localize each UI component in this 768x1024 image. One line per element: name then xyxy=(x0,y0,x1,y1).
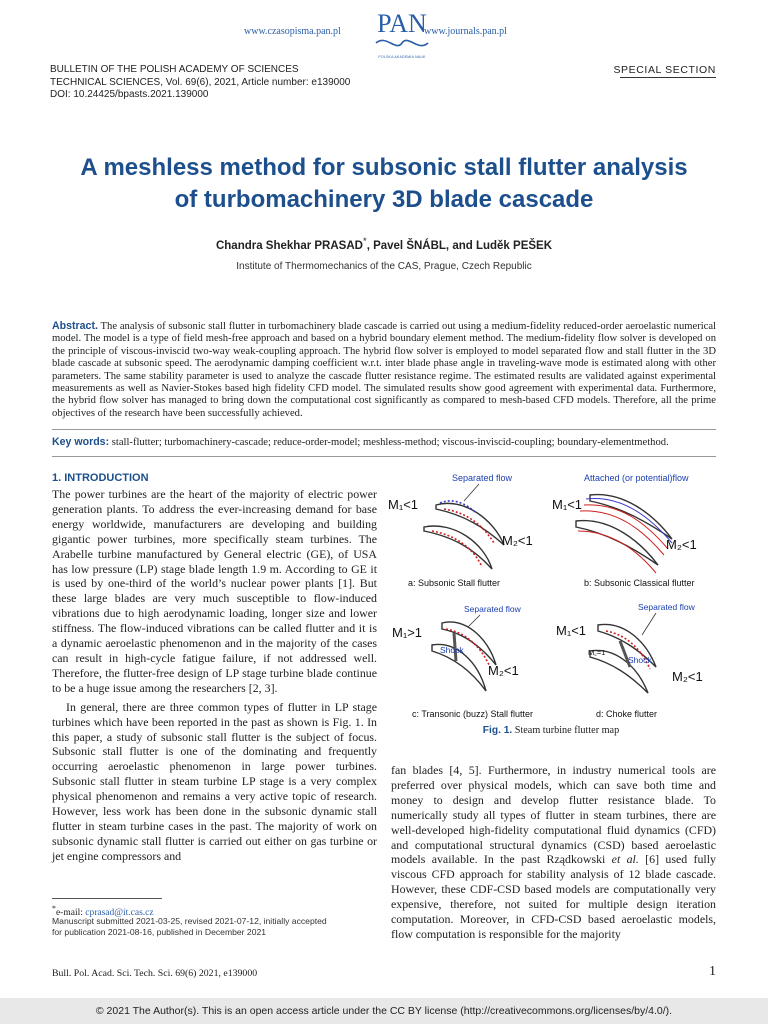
panel-a-m2-label: M₂<1 xyxy=(502,533,533,548)
footnote-email-link[interactable]: cprasad@it.cas.cz xyxy=(85,908,154,919)
paper-title-line2: of turbomachinery 3D blade cascade xyxy=(174,186,594,213)
manuscript-dates xyxy=(52,916,327,938)
panel-d-shock-label: Shock xyxy=(628,655,652,665)
footnote-email-label: e-mail: xyxy=(55,908,86,919)
pan-logo-swirl-icon xyxy=(372,36,432,50)
panel-a-m1-label: M₁<1 xyxy=(388,497,419,512)
author-1-mark: * xyxy=(362,236,367,247)
panel-b-m2-label: M₂<1 xyxy=(666,537,697,552)
panel-c-caption: c: Transonic (buzz) Stall flutter xyxy=(412,709,534,719)
panel-b-m1-label: M₁<1 xyxy=(552,497,583,512)
right-paragraph-1 xyxy=(391,763,716,942)
panel-b xyxy=(552,473,697,588)
panel-d-separated-flow-label: Separated flow xyxy=(638,602,695,612)
manuscript-dates-line1: Manuscript submitted 2021-03-25, revised 2021-07-12, initially accepted xyxy=(52,916,327,926)
paper-title xyxy=(40,152,728,216)
journal-volume: TECHNICAL SCIENCES, Vol. 69(6), 2021, Article number: e139000 xyxy=(50,76,351,88)
keywords-divider xyxy=(52,456,716,457)
panel-b-attached-flow-label: Attached (or potential)flow xyxy=(584,473,689,483)
keywords-text: stall-flutter; turbomachinery-cascade; reduce-order-model; meshless-method; viscous-inviscid-coupling; boundary-elementmethod. xyxy=(109,437,669,448)
footer-citation: Bull. Pol. Acad. Sci. Tech. Sci. 69(6) 2021, e139000 xyxy=(52,968,258,979)
panel-a-blade-2 xyxy=(424,526,492,569)
pan-logo-subtitle: POLSKA AKADEMIA NAUK xyxy=(378,55,426,59)
panel-d xyxy=(556,602,703,719)
keywords-label: Key words: xyxy=(52,436,110,448)
manuscript-dates-line2: for publication 2021-08-16, published in December 2021 xyxy=(52,927,267,937)
figure-caption-label: Fig. 1. xyxy=(482,725,513,736)
panel-c xyxy=(392,604,533,719)
panel-c-shock-label: Shock xyxy=(440,645,464,655)
figure-caption-text: Steam turbine flutter map xyxy=(512,725,620,736)
panel-c-m1-label: M₁>1 xyxy=(392,625,423,640)
footnote-mark: * xyxy=(52,904,56,913)
panel-d-arrow xyxy=(642,613,656,635)
journal-meta xyxy=(50,64,350,102)
authors xyxy=(40,236,728,252)
journal-url-right[interactable]: www.journals.pan.pl xyxy=(424,26,507,37)
panel-c-separated-flow-label: Separated flow xyxy=(464,604,521,614)
panel-d-mc-label: M꜀=1 xyxy=(588,648,606,657)
panel-d-m1-label: M₁<1 xyxy=(556,623,587,638)
footnote-rule xyxy=(52,898,162,899)
panel-a-caption: a: Subsonic Stall flutter xyxy=(408,578,501,588)
license-bar[interactable]: © 2021 The Author(s). This is an open access article under the CC BY license (http://creativecommons.org/licenses/by/4.0/). xyxy=(0,998,768,1024)
page-number: 1 xyxy=(709,964,716,979)
paper-title-line1: A meshless method for subsonic stall flutter analysis xyxy=(80,154,688,181)
journal-doi[interactable]: DOI: 10.24425/bpasts.2021.139000 xyxy=(50,89,209,100)
right-column xyxy=(391,763,716,942)
panel-a-arrow xyxy=(464,484,479,501)
journal-name: BULLETIN OF THE POLISH ACADEMY OF SCIENCES xyxy=(50,64,299,75)
section-heading-introduction: 1. INTRODUCTION xyxy=(52,472,149,484)
panel-a xyxy=(388,473,533,588)
figure-caption xyxy=(384,725,718,736)
special-section-label: SPECIAL SECTION xyxy=(613,64,716,76)
left-column xyxy=(52,487,377,864)
panel-d-caption: d: Choke flutter xyxy=(596,709,658,719)
keywords xyxy=(52,436,716,449)
pan-logo xyxy=(372,9,432,59)
journal-url-left[interactable]: www.czasopisma.pan.pl xyxy=(244,26,341,37)
right-paragraph-1-part-a: fan blades [4, 5]. Furthermore, in industry numerical tools are preferred over physical models, which can save both time and money to design and develop flutter resistance blade. To numerically study all types of flutter in steam turbines, there are well-developed high-fidelity computational fluid dynamics (CFD) and computational structural dynamics (CSD) based aeroelastic models available. In the past Rządkowski xyxy=(391,763,716,867)
abstract-label: Abstract. xyxy=(52,320,98,332)
flutter-map-figure xyxy=(384,465,718,723)
panel-d-m2-label: M₂<1 xyxy=(672,669,703,684)
intro-paragraph-1: The power turbines are the heart of the majority of electric power generation plants. To address the ever-increasing demand for base energy worldwide, manufacturers are developing and building gigantic power turbines, more specifically steam turbines. The Arabelle turbine manufactured by General electric (GE), of USA has low pressure (LP) stage blade length 1.9 m. According to GE it is used by one-third of the world’s nuclear power plants [1]. But these large blades are very much susceptible to flow-induced vibrations due to high aerodynamic loading, longer size and lower stiffness. The flow-induced vibrations can be called flutter and it is a dynamic aeroelastic phenomenon and in the majority of the cases can result in high-cycle fatigue failure, if not addressed well. Therefore, the flutter-free design of LP stage turbine blade continue to be a huge issue among the researchers [2, 3]. xyxy=(52,487,377,695)
right-paragraph-1-etal: et al. xyxy=(611,852,639,867)
pan-logo-text: PAN xyxy=(377,9,427,38)
special-section-rule xyxy=(620,77,716,78)
panel-c-m2-label: M₂<1 xyxy=(488,663,519,678)
abstract-divider xyxy=(52,429,716,430)
authors-rest: , Pavel ŠNÁBL, and Luděk PEŠEK xyxy=(366,239,553,252)
affiliation: Institute of Thermomechanics of the CAS, Prague, Czech Republic xyxy=(236,261,532,272)
panel-b-caption: b: Subsonic Classical flutter xyxy=(584,578,695,588)
author-1: Chandra Shekhar PRASAD xyxy=(215,239,363,252)
intro-paragraph-2: In general, there are three common types of flutter in LP stage turbines which have been reported in the past as shown is Fig. 1. In this paper, a study of subsonic stall flutter is the subject of focus. Subsonic stall flutter is one of the dominating and frequently occurring aeroelastic phenomenon in large power turbines. Subsonic stall flutter in steam turbine LP stage is a very complex physical phenomenon and remains a very active topic of research. However, less work has been done in the subsonic dynamic stall flutter in steam turbine cases in the past. The majority of work on subsonic dynamic stall flutter is carried out either on gas turbine or jet engine compressors and xyxy=(52,699,377,863)
panel-a-separated-flow-label: Separated flow xyxy=(452,473,513,483)
abstract-text: The analysis of subsonic stall flutter in turbomachinery blade cascade is carried out using a medium-fidelity reduced-order aeroelastic numerical model. The model is a type of field mesh-free approach and based on a hybrid boundary element method. The medium-fidelity flow solver is developed on the principle of viscous-inviscid two-way weak-coupling approach. The hybrid flow solver is employed to model separated flow and stall flutter in the 3D blade cascade at subsonic speed. The aerodynamic damping coefficient w.r.t. inter blade phase angle in traveling-wave mode is estimated along with other parameters. The same stability parameter is used to analyze the cascade flutter resistance regime. The estimated results are validated against experimental measurements as well as Navier-Stokes based high fidelity CFD model. The simulated results show good agreement with experimental data. Furthermore, the hybrid flow solver has managed to bring down the computational cost significantly as compared to mesh-based CFD models. Therefore, all the prime objectives of the research have been successfully achieved. xyxy=(52,321,716,419)
abstract xyxy=(52,320,716,420)
right-paragraph-1-part-b: [6] used fully viscous CFD approach for stability analysis of 12 blade cascade. However, these CDF-CSD based models are computationally very expensive, therefore, not suited for multiple design iteration computation. Moreover, in CFD-CSD based aeroelastic models, flow computation is responsible for the majority xyxy=(391,852,716,941)
